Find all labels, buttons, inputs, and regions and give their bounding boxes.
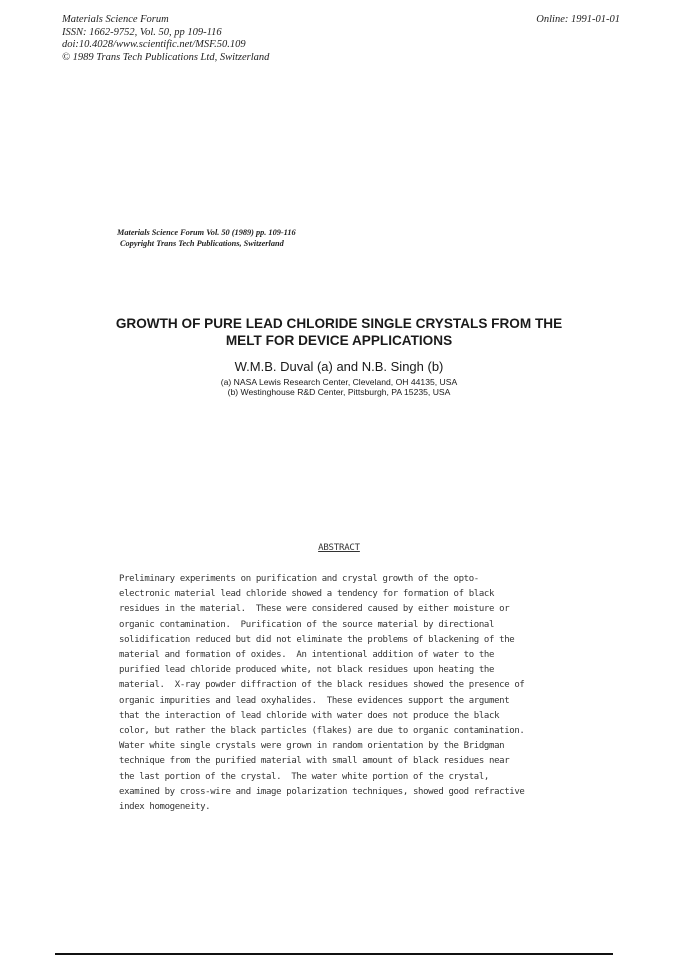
abstract-line: that the interaction of lead chloride with water does not produce the black [119,710,500,721]
issn-line: ISSN: 1662-9752, Vol. 50, pp 109-116 [62,26,222,38]
abstract-body [119,572,524,815]
affiliation-b: (b) Westinghouse R&D Center, Pittsburgh, PA 15235, USA [227,387,451,398]
abstract-line: organic contamination. Purification of the source material by directional [119,619,495,630]
abstract-line: purified lead chloride produced white, not black residues upon heating the [119,665,495,676]
abstract-line: electronic material lead chloride showed a tendency for formation of black [119,589,495,600]
abstract-line: material and formation of oxides. An intentional addition of water to the [119,650,495,661]
paper-title [0,316,678,349]
abstract-line: technique from the purified material with small amount of black residues near [119,756,510,767]
abstract-line: material. X-ray powder diffraction of the black residues showed the presence of [119,680,525,691]
publication-header [62,14,269,64]
journal-name: Materials Science Forum [62,14,169,25]
abstract-line: solidification reduced but did not eliminate the problems of blackening of the [119,634,515,645]
abstract-line: index homogeneity. [119,802,211,813]
abstract-line: organic impurities and lead oxyhalides. These evidences support the argument [119,695,510,706]
affiliations [0,377,678,398]
abstract-line: color, but rather the black particles (flakes) are due to organic contamination. [119,726,525,737]
title-line-1: GROWTH OF PURE LEAD CHLORIDE SINGLE CRYSTALS FROM THE [115,316,563,331]
title-line-2: MELT FOR DEVICE APPLICATIONS [225,332,453,348]
online-date: Online: 1991-01-01 [536,14,620,25]
doi-line: doi:10.4028/www.scientific.net/MSF.50.109 [62,39,246,50]
copyright-line: © 1989 Trans Tech Publications Ltd, Switzerland [62,51,270,63]
abstract-line: the last portion of the crystal. The water white portion of the crystal, [119,771,489,782]
abstract-heading: ABSTRACT [318,543,360,553]
citation-line: Materials Science Forum Vol. 50 (1989) pp. 109-116 [117,228,296,237]
abstract-line: Preliminary experiments on purification and crystal growth of the opto- [119,574,479,584]
authors: W.M.B. Duval (a) and N.B. Singh (b) [234,359,444,374]
citation-block [117,228,296,249]
affiliation-a: (a) NASA Lewis Research Center, Cleveland, OH 44135, USA [220,377,458,387]
footer-rule [55,953,613,955]
abstract-line: examined by cross-wire and image polarization techniques, showed good refractive [119,786,525,797]
citation-copyright: Copyright Trans Tech Publications, Switzerland [120,238,284,248]
abstract-line: residues in the material. These were considered caused by either moisture or [119,604,510,615]
abstract-line: Water white single crystals were grown in random orientation by the Bridgman [119,741,505,752]
